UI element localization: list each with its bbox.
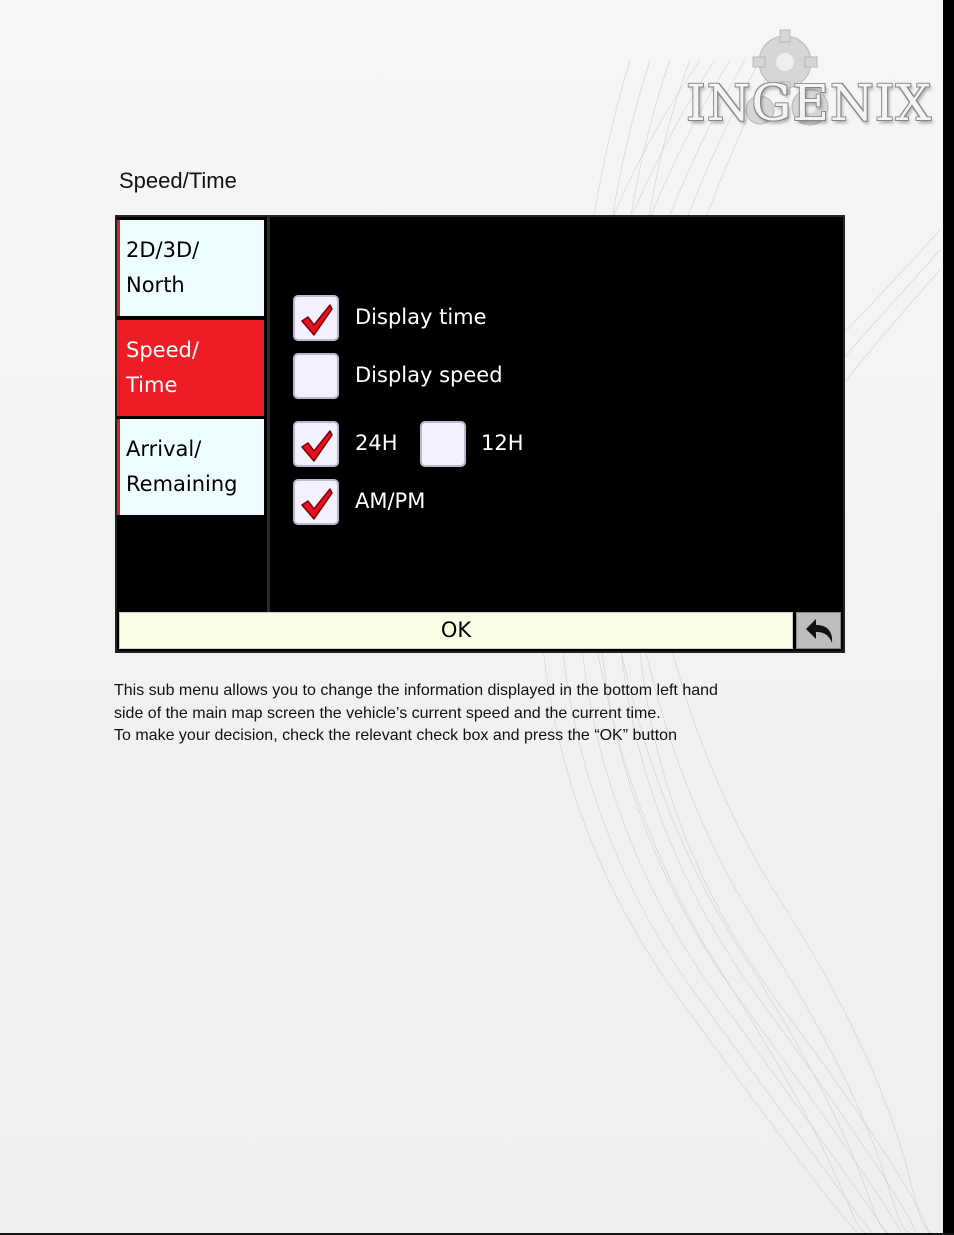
description-line: To make your decision, check the relevant check box and press the “OK” button xyxy=(114,727,677,744)
undo-arrow-icon xyxy=(802,617,836,645)
display-speed-checkbox[interactable] xyxy=(293,353,339,399)
description-text xyxy=(114,680,814,748)
12h-checkbox[interactable] xyxy=(420,421,466,467)
page-edge-right xyxy=(943,0,954,1235)
menu-item-line2: Time xyxy=(126,373,178,397)
menu-item-line1: Speed/ xyxy=(126,338,199,362)
12h-label: 12H xyxy=(481,431,524,455)
display-speed-label: Display speed xyxy=(355,363,503,387)
menu-item-2d-3d-north[interactable] xyxy=(117,220,264,316)
page-title: Speed/Time xyxy=(119,168,237,193)
24h-label: 24H xyxy=(355,431,398,455)
checkmark-icon xyxy=(300,487,334,521)
device-screen xyxy=(115,215,845,653)
ingenix-logo xyxy=(680,22,933,142)
display-time-checkbox[interactable] xyxy=(293,295,339,341)
menu-item-line1: Arrival/ xyxy=(126,437,202,461)
menu-item-arrival-remaining[interactable] xyxy=(117,419,264,515)
ok-button[interactable]: OK xyxy=(119,612,793,649)
menu-item-speed-time[interactable] xyxy=(117,320,264,416)
display-time-label: Display time xyxy=(355,305,487,329)
logo-wordmark: INGENIX xyxy=(686,74,933,132)
checkmark-icon xyxy=(300,303,334,337)
ampm-checkbox[interactable] xyxy=(293,479,339,525)
menu-item-line1: 2D/3D/ xyxy=(126,238,200,262)
description-line: This sub menu allows you to change the information displayed in the bottom left hand xyxy=(114,682,718,699)
back-button[interactable] xyxy=(796,612,841,649)
menu-item-line2: Remaining xyxy=(126,472,238,496)
description-line: side of the main map screen the vehicle’s current speed and the current time. xyxy=(114,704,661,722)
ampm-label: AM/PM xyxy=(355,489,426,513)
24h-checkbox[interactable] xyxy=(293,421,339,467)
menu-item-line2: North xyxy=(126,273,185,297)
checkmark-icon xyxy=(300,429,334,463)
menu-divider xyxy=(267,217,270,612)
